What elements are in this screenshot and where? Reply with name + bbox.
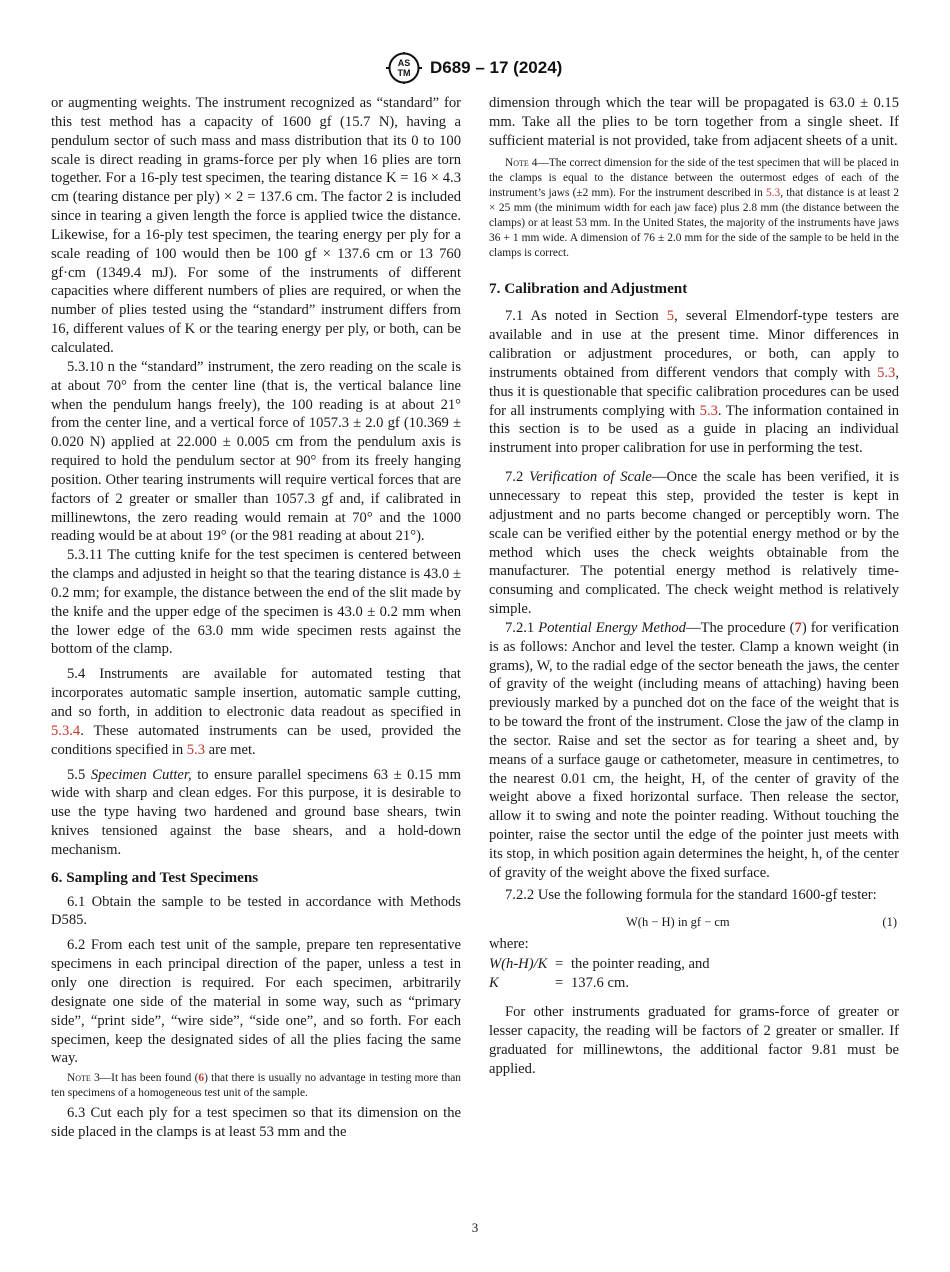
paragraph-5-3-10: 5.3.10 n the “standard” instrument, the zero reading on the scale is at about 70° from the center line (that is, the vertical balance line when the pendulum hangs freely), the 100 reading is at about 21° from the center line, and a vertical force of 1057.3 ± 2.0 gf (10.369 ± 0.020 N) applied at 22.000 ± 0.005 cm from the pendulum axis is required to hold the pendulum sector at 90° from its freely hanging position. Other tearing instruments will require vertical forces that are factors of 2 greater or smaller than 1057.3 gf and, if calibrated in millinewtons, the zero reading would remain at 70° and the 1000 reading would be at about 19° (or the 981 reading at about 21°).	[51, 358, 461, 545]
ref-5-3-link[interactable]: 5.3	[877, 364, 896, 381]
paragraph-7-2: 7.2 Verification of Scale—Once the scale has been verified, it is unnecessary to repeat this step, provided the tester is kept in adjustment and no parts become changed or perceptibly worn. The scale can be verified either by the potential energy method or by the method which uses the check weights obtainable from the manufacturer. The potential energy method is relatively time-consuming and complicated. The check weight method is relatively simple.	[489, 469, 900, 618]
definitions-list	[489, 955, 899, 993]
astm-logo-icon	[384, 52, 424, 84]
paragraph-6-2: 6.2 From each test unit of the sample, prepare ten representative specimens in each principal direction of the paper, unless a test in only one direction is required. For each specimen, arbitrarily designate one side of the material in some way, such as “primary side”, “print side”, “wire side”, “side one”, and so forth. For each specimen, keep the designated sides of all the plies facing the same way.	[51, 937, 461, 1067]
definition-term: K	[489, 975, 499, 992]
definition-equals: =	[555, 975, 564, 992]
paragraph-6-1: 6.1 Obtain the sample to be tested in accordance with Methods D585.	[51, 893, 461, 929]
paragraph-7-2-2-final: For other instruments graduated for grams-force of greater or lesser capacity, the reading will be factors of 2 greater or smaller. If graduated for millinewtons, the additional factor 9.81 must be applied.	[489, 1004, 899, 1077]
paragraph-5-5: 5.5 Specimen Cutter, to ensure parallel specimens 63 ± 0.15 mm wide with sharp and clean edges. For this purpose, it is desirable to use the type having two hardened and ground base shears, twin knives tensioned against the base shears, and a hold-down mechanism.	[51, 766, 461, 858]
paragraph-5-4: 5.4 Instruments are available for automated testing that incorporates automatic sample insertion, automatic sample cutting, and so forth, in addition to electronic data readout as specified in 5.3.4. These automated instruments can be used, provided the conditions specified in 5.3 are met.	[51, 666, 461, 758]
equation-1	[489, 909, 899, 935]
where-label: where:	[489, 935, 529, 952]
equation-formula: W(h − H) in gf − cm	[626, 914, 730, 929]
svg-text:TM: TM	[397, 68, 411, 78]
left-column	[51, 94, 461, 1142]
page-header	[0, 52, 950, 86]
paragraph-7-1: 7.1 As noted in Section 5, several Elmendorf-type testers are available and in use at the present time. Minor differences in calibration or adjustment procedures, or both, can apply to instruments obtained from different vendors that comply with 5.3, thus it is questionable that specific calibration procedures can be used for all instruments complying with 5.3. The information contained in this section is to be used as a guide in placing an individual instrument into proper calibration for use in performing the test.	[489, 308, 899, 457]
definition-term: W(h-H)/K	[489, 956, 548, 973]
paragraph-7-2-2: 7.2.2 Use the following formula for the standard 1600-gf tester:	[505, 886, 877, 903]
paragraph-7-2-1: 7.2.1 Potential Energy Method—The procedure (7) for verification is as follows: Anchor and level the tester. Clamp a known weight (in grams), W, to the radial edge of the sector beneath the jaws, the center of gravity of the weight (including means of attaching) having been previously marked by a punched dot on the face of the weight that is to be toward the front of the instrument. Close the jaw of the clamp in the sector. Raise and set the sector as for tearing a sheet and, by means of a surface gauge or cathetometer, measure in centimetres, to the nearest 0.01 cm, the height, H, of the center of gravity of the weight above a fixed horizontal surface. Then release the sector, allow it to swing and note the pointer reading. Without touching the pointer, raise the sector until the edge of the pointer just meets with its stop, in which position again determines the height, h, of the center of gravity of the weight above the fixed surface.	[489, 619, 900, 881]
paragraph-6-3: 6.3 Cut each ply for a test specimen so that its dimension on the side placed in the clamps is at least 53 mm and the	[51, 1105, 461, 1141]
note-3: Note 3—It has been found (6) that there is usually no advantage in testing more than ten specimens of a homogeneous test unit of the sample.	[51, 1072, 461, 1100]
ref-5-3-4-link[interactable]: 5.3.4	[51, 722, 81, 739]
equation-number: (1)	[882, 914, 897, 929]
ref-7-link[interactable]: 7	[794, 619, 802, 636]
standard-designation: D689 – 17 (2024)	[430, 58, 563, 77]
paragraph-5-3-11: 5.3.11 The cutting knife for the test specimen is centered between the clamps and adjusted in height so that the tearing distance is 43.0 ± 0.2 mm; for example, the distance between the end of the slit made by the knife and the upper edge of the specimen is 43.0 ± 0.2 mm when the lower edge of the 63.0 mm wide specimen rests against the bottom of the clamp.	[51, 547, 461, 658]
ref-6-link[interactable]: 6	[198, 1072, 205, 1085]
right-column	[489, 94, 899, 1078]
page-number: 3	[471, 1220, 479, 1235]
ref-5-3-link[interactable]: 5.3	[765, 186, 781, 199]
section-6-heading: 6. Sampling and Test Specimens	[51, 868, 259, 886]
ref-5-3-link[interactable]: 5.3	[699, 402, 718, 419]
note-4: Note 4—The correct dimension for the side of the test specimen that will be placed in the clamps is equal to the distance between the outermost edges of each of the instrument’s jaws (±2 mm). For the instrument described in 5.3, that distance is at least 2 × 25 mm (the minimum width for each jaw face) plus 2.8 mm (the distance between the clamps) or at least 53 mm. In the United States, the majority of the instruments have jaws 36 + 1 mm wide. A dimension of 76 ± 2.0 mm for the side of the sample to be held in the clamps is correct.	[489, 156, 899, 259]
paragraph-5-3-9-continued: or augmenting weights. The instrument recognized as “standard” for this test method has a capacity of 1600 gf (15.7 N), having a pendulum sector of such mass and mass distribution that its 0 to 100 scale is direct reading in grams-force per ply when 16 plies are torn together. For a 16-ply test specimen, the tearing distance K = 16 × 4.3 cm (tearing distance per ply) × 2 = 137.6 cm. The factor 2 is included since in tearing a given length the force is applied twice the distance. Likewise, for a 16-ply test specimen, the tearing energy per ply for a scale reading of 100 would then be 100 gf × 137.6 cm or 13 760 gf·cm (1349.4 mJ). For some of the instruments of different capacities where different numbers of plies are required, or when the number of plies tested using the “standard” instrument differs from 16, different values of K or the tearing energy per ply, or both, can be calculated.	[51, 95, 461, 356]
ref-5-3-link[interactable]: 5.3	[186, 741, 206, 758]
svg-text:AS: AS	[397, 58, 411, 68]
ref-section-5-link[interactable]: 5	[666, 308, 675, 325]
section-7-heading: 7. Calibration and Adjustment	[489, 279, 688, 297]
definition-text: the pointer reading, and	[571, 956, 710, 973]
definition-equals: =	[555, 956, 564, 973]
definition-text: 137.6 cm.	[571, 975, 629, 992]
paragraph-6-3-continued: dimension through which the tear will be propagated is 63.0 ± 0.15 mm. Take all the plies to be torn together from a single sheet. If sufficient material is not provided, take from adjacent sheets of a unit.	[489, 95, 899, 149]
